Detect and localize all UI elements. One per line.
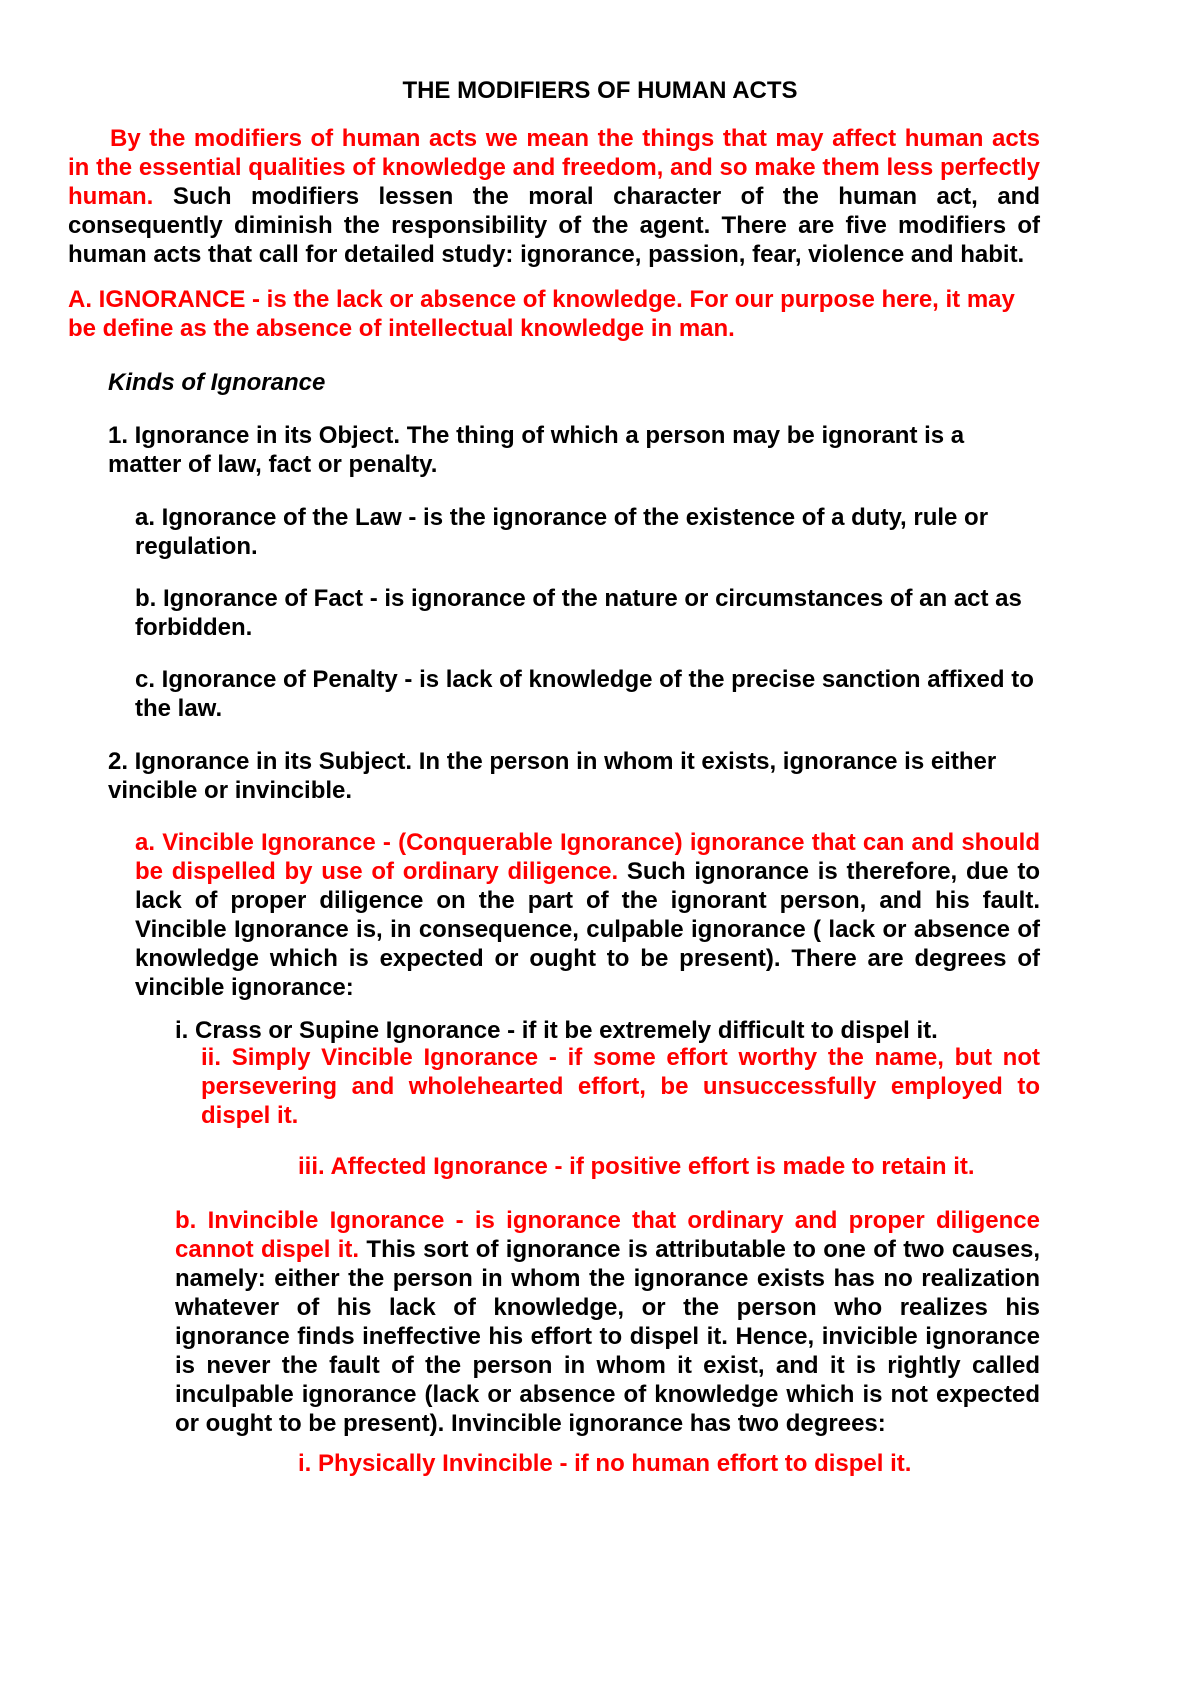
degree-ii-simply-vincible: ii. Simply Vincible Ignorance - if some effort worthy the name, but not persevering and wholehearted effort, be unsuccessfully employed to dispel it.: [201, 1044, 1040, 1129]
degree-i-crass: i. Crass or Supine Ignorance - if it be extremely difficult to dispel it.: [175, 1017, 938, 1044]
item-1b-fact: b. Ignorance of Fact - is ignorance of the nature or circumstances of an act as forbidden.: [135, 585, 1022, 641]
item-2a-vincible: [135, 828, 1040, 1002]
kinds-heading: Kinds of Ignorance: [108, 369, 326, 396]
invincible-explanation: This sort of ignorance is attributable to one of two causes, namely: either the person in whom the ignorance exists has no realization whatever of his lack of knowledge, or the person who realizes his ignorance finds ineffective his effort to dispel it. Hence, invicible ignorance is never the fault of the person in whom it exist, and it is rightly called inculpable ignorance (lack or absence of knowledge which is not expected or ought to be present). Invincible ignorance has two degrees:: [175, 1236, 1041, 1437]
intro-definition: By the modifiers of human acts we mean the things that may affect human acts in the essential qualities of knowledge and freedom, and so make them less perfectly human.: [68, 125, 1040, 210]
document-title: THE MODIFIERS OF HUMAN ACTS: [402, 77, 798, 104]
vincible-definition: a. Vincible Ignorance - (Conquerable Ignorance) ignorance that can and should be dispelled by use of ordinary diligence.: [135, 829, 1040, 885]
item-2-subject: 2. Ignorance in its Subject. In the person in whom it exists, ignorance is either vincible or invincible.: [108, 748, 997, 804]
invincible-definition: b. Invincible Ignorance - is ignorance that ordinary and proper diligence cannot dispel it.: [175, 1207, 1040, 1263]
item-1a-law: a. Ignorance of the Law - is the ignorance of the existence of a duty, rule or regulation.: [135, 504, 989, 560]
item-2b-invincible: [175, 1206, 1040, 1438]
item-1c-penalty: c. Ignorance of Penalty - is lack of knowledge of the precise sanction affixed to the law.: [135, 666, 1034, 722]
intro-paragraph: [68, 124, 1040, 269]
item-1-object: 1. Ignorance in its Object. The thing of which a person may be ignorant is a matter of law, fact or penalty.: [108, 422, 965, 478]
intro-explanation: Such modifiers lessen the moral character of the human act, and consequently diminish the responsibility of the agent. There are five modifiers of human acts that call for detailed study: ignorance, passion, fear, violence and habit.: [68, 183, 1040, 268]
physically-invincible: i. Physically Invincible - if no human effort to dispel it.: [298, 1450, 912, 1477]
vincible-explanation: Such ignorance is therefore, due to lack of proper diligence on the part of the ignorant person, and his fault. Vincible Ignorance is, in consequence, culpable ignorance ( lack or absence of knowledge which is expected or ought to be present). There are degrees of vincible ignorance:: [135, 858, 1041, 1001]
section-a-ignorance: A. IGNORANCE - is the lack or absence of knowledge. For our purpose here, it may be define as the absence of intellectual knowledge in man.: [68, 286, 1015, 342]
degree-iii-affected: iii. Affected Ignorance - if positive effort is made to retain it.: [298, 1153, 975, 1180]
